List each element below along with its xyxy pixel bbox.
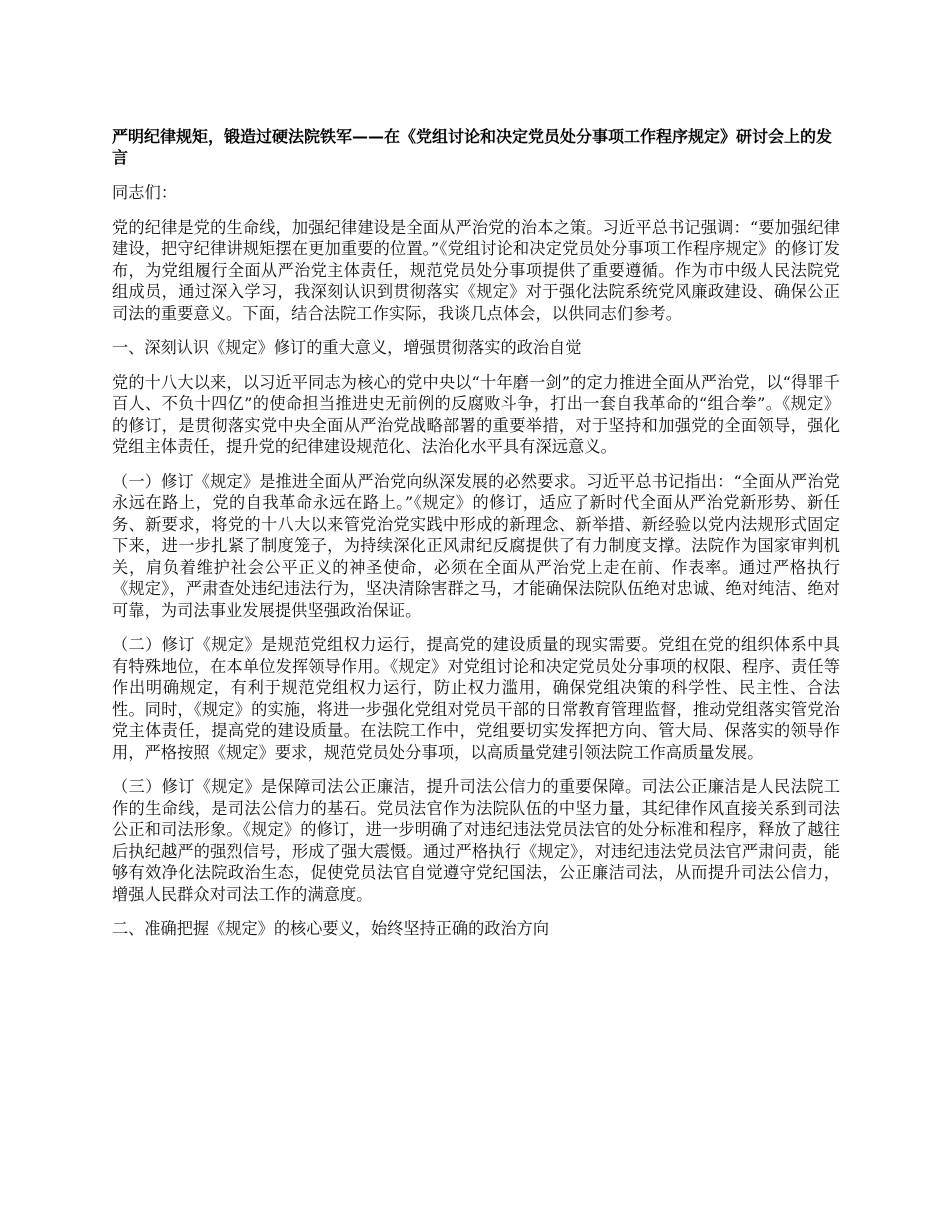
salutation: 同志们：: [112, 183, 178, 202]
intro-paragraph: 党的纪律是党的生命线，加强纪律建设是全面从严治党的治本之策。习近平总书记强调：“要加强纪律建设，把守纪律讲规矩摆在更加重要的位置。”《党组讨论和决定党员处分事项工作程序规定》的修订发布，为党组履行全面从严治党主体责任，规范党员处分事项提供了重要遵循。作为市中级人民法院党组成员，通过深入学习，我深刻认识到贯彻落实《规定》对于强化法院系统党风廉政建设、确保公正司法的重要意义。下面，结合法院工作实际，我谈几点体会，以供同志们参考。: [112, 217, 840, 323]
body-paragraph: （三）修订《规定》是保障司法公正廉洁，提升司法公信力的重要保障。司法公正廉洁是人民法院工作的生命线，是司法公信力的基石。党员法官作为法院队伍的中坚力量，其纪律作风直接关系到司法公正和司法形象。《规定》的修订，进一步明确了对违纪违法党员法官的处分标准和程序，释放了越往后执纪越严的强烈信号，形成了强大震慑。通过严格执行《规定》，对违纪违法党员法官严肃问责，能够有效净化法院政治生态，促使党员法官自觉遵守党纪国法，公正廉洁司法，从而提升司法公信力，增强人民群众对司法工作的满意度。: [112, 777, 840, 904]
section-heading: 二、准确把握《规定》的核心要义，始终坚持正确的政治方向: [112, 919, 550, 938]
document-page: [112, 126, 840, 953]
document-title: 严明纪律规矩，锻造过硬法院铁军——在《党组讨论和决定党员处分事项工作程序规定》研讨会上的发言: [112, 127, 833, 167]
body-paragraph: （二）修订《规定》是规范党组权力运行，提高党的建设质量的现实需要。党组在党的组织体系中具有特殊地位，在本单位发挥领导作用。《规定》对党组讨论和决定党员处分事项的权限、程序、责任等作出明确规定，有利于规范党组权力运行，防止权力滥用，确保党组决策的科学性、民主性、合法性。同时，《规定》的实施，将进一步强化党组对党员干部的日常教育管理监督，推动党组落实管党治党主体责任，提高党的建设质量。在法院工作中，党组要切实发挥把方向、管大局、保落实的领导作用，严格按照《规定》要求，规范党员处分事项，以高质量党建引领法院工作高质量发展。: [112, 635, 840, 762]
body-paragraph: 党的十八大以来，以习近平同志为核心的党中央以“十年磨一剑”的定力推进全面从严治党，以“得罪千百人、不负十四亿”的使命担当推进史无前例的反腐败斗争，打出一套自我革命的“组合拳”。《规定》的修订，是贯彻落实党中央全面从严治党战略部署的重要举措，对于坚持和加强党的全面领导，强化党组主体责任，提升党的纪律建设规范化、法治化水平具有深远意义。: [112, 372, 840, 456]
section-heading: 一、深刻认识《规定》修订的重大意义，增强贯彻落实的政治自觉: [112, 338, 582, 357]
body-paragraph: （一）修订《规定》是推进全面从严治党向纵深发展的必然要求。习近平总书记指出：“全面从严治党永远在路上，党的自我革命永远在路上。”《规定》的修订，适应了新时代全面从严治党新形势、新任务、新要求，将党的十八大以来管党治党实践中形成的新理念、新举措、新经验以党内法规形式固定下来，进一步扎紧了制度笼子，为持续深化正风肃纪反腐提供了有力制度支撑。法院作为国家审判机关，肩负着维护社会公平正义的神圣使命，必须在全面从严治党上走在前、作表率。通过严格执行《规定》，严肃查处违纪违法行为，坚决清除害群之马，才能确保法院队伍绝对忠诚、绝对纯洁、绝对可靠，为司法事业发展提供坚强政治保证。: [112, 471, 840, 620]
